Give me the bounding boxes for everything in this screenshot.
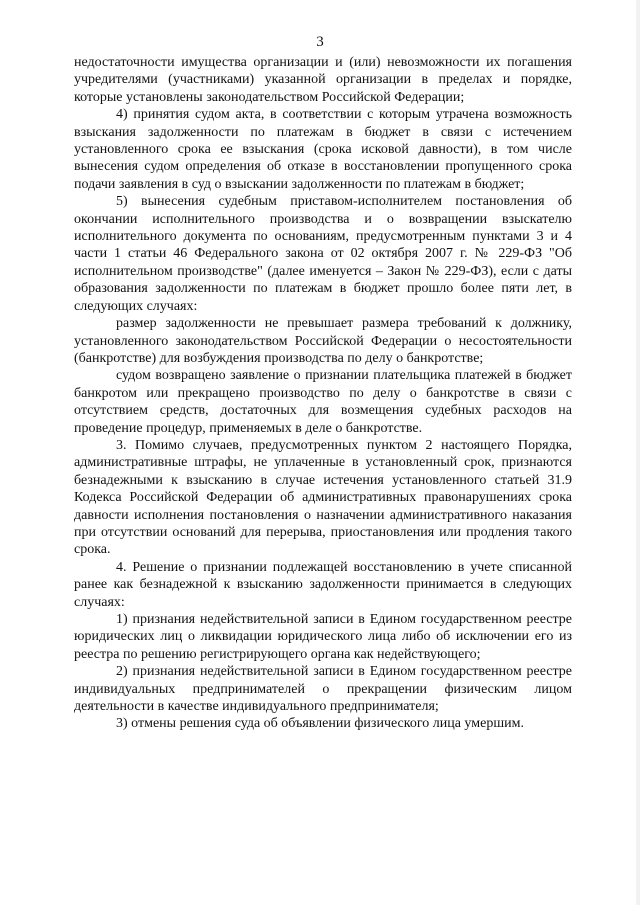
paragraph: размер задолженности не превышает размера требований к должнику, установленного законодательством Российской Федерации о несостоятельности (банкротстве) для возбуждения производства по делу о банкротстве; [74,316,572,366]
paragraph: 1) признания недействительной записи в Едином государственном реестре юридических лиц о ликвидации юридического лица либо об исключении его из реестра по решению регистрирующего органа как недействующего; [74,612,572,662]
paragraph: 3) отмены решения суда об объявлении физического лица умершим. [116,716,524,732]
paragraph: 4. Решение о признании подлежащей восстановлению в учете списанной ранее как безнадежной к взысканию задолженности принимается в следующих случаях: [74,559,572,610]
document-body [74,54,572,733]
paragraph: 3. Помимо случаев, предусмотренных пунктом 2 настоящего Порядка, административные штрафы, не уплаченные в установленный срок, признаются безнадежными к взысканию в случае истечения установленного статьей 31.9 Кодекса Российской Федерации об административных правонарушениях срока давности исполнения постановления о назначении административного наказания при отсутствии оснований для перерыва, приостановления или продления такого срока. [74,437,572,558]
scan-edge [636,0,640,905]
paragraph: 2) признания недействительной записи в Едином государственном реестре индивидуальных предпринимателей о прекращении физическим лицом деятельности в качестве индивидуального предпринимателя; [74,664,572,715]
paragraph: недостаточности имущества организации и (или) невозможности их погашения учредителями (участниками) указанной организации в пределах и порядке, которые установлены законодательством Российской Федерации; [74,55,572,105]
paragraph: 5) вынесения судебным приставом-исполнителем постановления об окончании исполнительного производства и о возвращении взыскателю исполнительного документа по основаниям, предусмотренным пунктами 3 и 4 части 1 статьи 46 Федерального закона от 02 октября 2007 г. № 229-ФЗ "Об исполнительном производстве" (далее именуется – Закон № 229-ФЗ), если с даты образования задолженности по платежам в бюджет прошло более пяти лет, в следующих случаях: [74,194,572,314]
page-number: 3 [316,34,324,50]
paragraph: судом возвращено заявление о признании плательщика платежей в бюджет банкротом или прекращено производство по делу о банкротстве в связи с отсутствием средств, достаточных для возмещения судебных расходов на проведение процедур, применяемых в деле о банкротстве. [74,368,572,436]
paragraph: 4) принятия судом акта, в соответствии с которым утрачена возможность взыскания задолженности по платежам в бюджет в связи с истечением установленного срока ее взыскания (срока исковой давности), в том числе вынесения судом определения об отказе в восстановлении пропущенного срока подачи заявления в суд о взыскании задолженности по платежам в бюджет; [74,107,572,192]
